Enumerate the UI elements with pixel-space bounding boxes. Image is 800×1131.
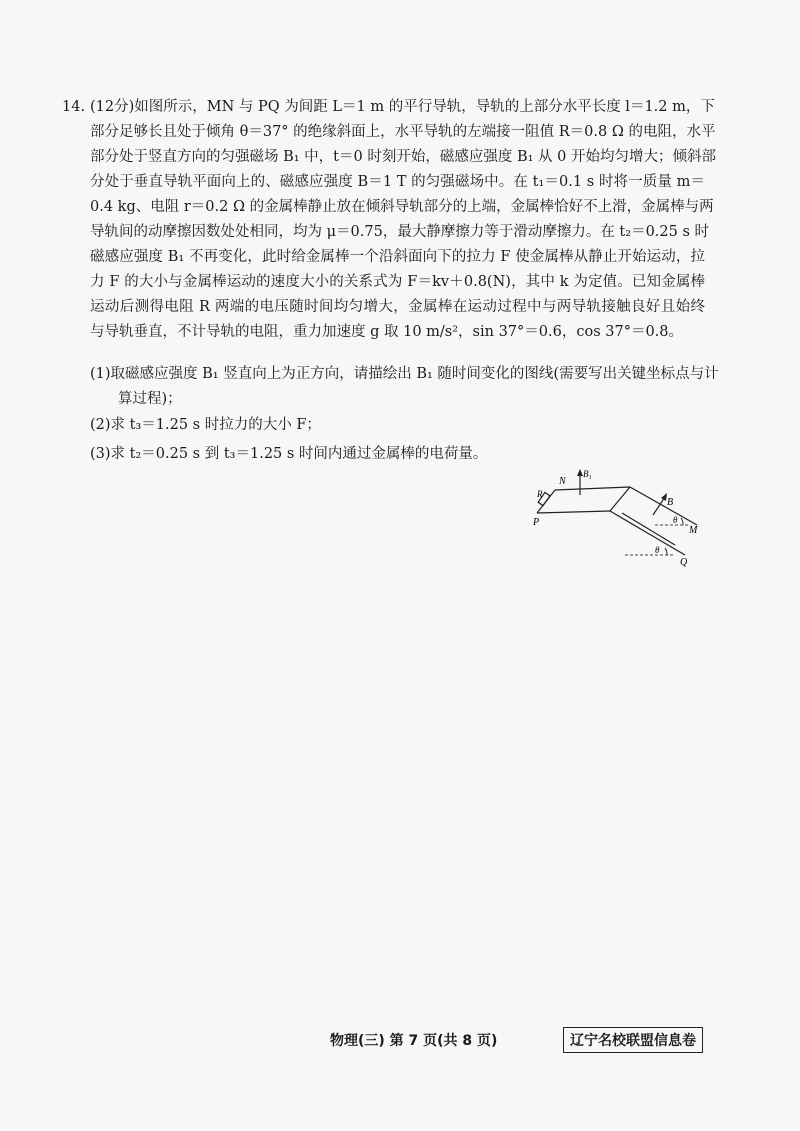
- problem-line-8: 力 F 的大小与金属棒运动的速度大小的关系式为 F＝kv＋0.8(N)，其中 k 为定值。已知金属棒: [90, 274, 705, 290]
- label-b: B: [667, 497, 674, 508]
- question-1-line-2: 算过程)；: [118, 391, 182, 407]
- angle-arc-upper: [681, 518, 683, 525]
- problem-line-4: 分处于垂直导轨平面向上的、磁感应强度 B＝1 T 的匀强磁场中。在 t₁＝0.1 s 时将一质量 m＝: [90, 174, 706, 190]
- problem-line-6: 导轨间的动摩擦因数处处相同，均为 μ＝0.75，最大静摩擦力等于滑动摩擦力。在 t₂＝0.25 s 时: [90, 224, 710, 240]
- label-n: N: [559, 476, 566, 487]
- rail-bottom-edge: [537, 511, 610, 513]
- rail-bend-front: [610, 487, 630, 511]
- problem-line-1: (12分)如图所示，MN 与 PQ 为间距 L＝1 m 的平行导轨，导轨的上部分水平长度 l＝1.2 m，下: [90, 99, 715, 115]
- rail-top-edge: [555, 487, 630, 490]
- problem-line-9: 运动后测得电阻 R 两端的电压随时间均匀增大，金属棒在运动过程中与两导轨接触良好且始终: [90, 299, 705, 315]
- footer-brand-box: 辽宁名校联盟信息卷: [563, 1027, 703, 1053]
- label-m: M: [689, 525, 698, 536]
- problem-line-10: 与导轨垂直，不计导轨的电阻，重力加速度 g 取 10 m/s²，sin 37°＝0.6，cos 37°＝0.8。: [90, 324, 684, 340]
- question-2: (2)求 t₃＝1.25 s 时拉力的大小 F；: [90, 417, 321, 433]
- label-p: P: [533, 517, 540, 528]
- problem-line-5: 0.4 kg、电阻 r＝0.2 Ω 的金属棒静止放在倾斜导轨部分的上端，金属棒恰好不上滑，金属棒与两: [90, 199, 714, 215]
- label-r: R: [537, 489, 543, 499]
- question-3: (3)求 t₂＝0.25 s 到 t₃＝1.25 s 时间内通过金属棒的电荷量。: [90, 446, 488, 462]
- angle-arc-lower: [665, 548, 667, 555]
- incline-rail-upper: [630, 487, 697, 525]
- label-b1: B₁: [583, 469, 592, 479]
- incline-rail-far: [622, 513, 675, 545]
- label-theta-upper: θ: [673, 515, 678, 525]
- problem-line-3: 部分处于竖直方向的匀强磁场 B₁ 中，t＝0 时刻开始，磁感应强度 B₁ 从 0 开始均匀增大；倾斜部: [90, 149, 716, 165]
- problem-line-2: 部分足够长且处于倾角 θ＝37° 的绝缘斜面上，水平导轨的左端接一阻值 R＝0.8 Ω 的电阻，水平: [90, 124, 716, 140]
- label-q: Q: [680, 557, 688, 568]
- footer-page-info: 物理(三) 第 7 页(共 8 页): [330, 1033, 498, 1049]
- rail-diagram: [525, 465, 700, 570]
- label-theta-lower: θ: [655, 545, 660, 555]
- problem-line-7: 磁感应强度 B₁ 不再变化，此时给金属棒一个沿斜面向下的拉力 F 使金属棒从静止开始运动，拉: [90, 249, 705, 265]
- question-number: 14.: [62, 99, 86, 115]
- question-1-line-1: (1)取磁感应强度 B₁ 竖直向上为正方向，请描绘出 B₁ 随时间变化的图线(需要写出关键坐标点与计: [90, 366, 719, 382]
